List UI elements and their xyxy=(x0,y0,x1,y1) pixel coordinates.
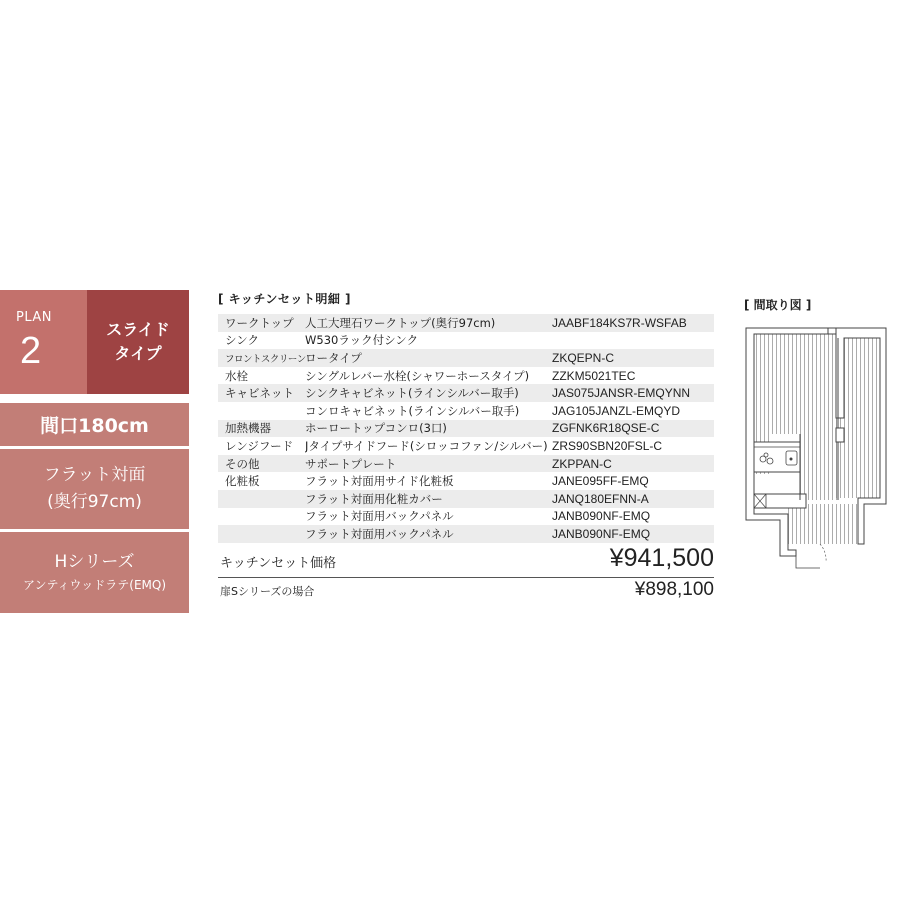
row-name: サポートプレート xyxy=(305,456,397,471)
table-row xyxy=(218,508,714,526)
series-name: Hシリーズ xyxy=(54,552,135,572)
row-name: シンクキャビネット(ラインシルバー取手) xyxy=(305,386,519,401)
row-code: ZGFNK6R18QSE-C xyxy=(552,421,660,436)
spec-title: [ キッチンセット明細 ] xyxy=(218,292,351,306)
row-category: 化粧板 xyxy=(225,474,260,489)
row-code: JANE095FF-EMQ xyxy=(552,474,649,489)
row-code: ZKQEPN-C xyxy=(552,350,615,365)
row-category: ワークトップ xyxy=(225,315,294,330)
row-category: その他 xyxy=(225,456,260,471)
set-price-row xyxy=(218,546,714,578)
series-box xyxy=(0,532,189,613)
series-color: アンティウッドラテ(EMQ) xyxy=(22,578,167,592)
row-code: JAABF184KS7R-WSFAB xyxy=(552,315,687,330)
plan-label: PLAN xyxy=(16,310,52,325)
row-name: フラット対面用サイド化粧板 xyxy=(305,474,454,489)
row-name: Jタイプサイドフード(シロッコファン/シルバー) xyxy=(305,438,548,453)
table-row xyxy=(218,472,714,490)
table-row xyxy=(218,402,714,420)
row-code: ZZKM5021TEC xyxy=(552,368,636,383)
table-row xyxy=(218,455,714,473)
row-code: JANB090NF-EMQ xyxy=(552,526,651,541)
set-price-value: ¥941,500 xyxy=(609,544,714,572)
table-row xyxy=(218,314,714,332)
floorplan-drawing xyxy=(740,318,900,578)
row-name: シングルレバー水栓(シャワーホースタイプ) xyxy=(305,368,530,383)
row-category: フロントスクリーン xyxy=(225,353,306,365)
spec-table xyxy=(218,314,714,543)
alt-price-row xyxy=(218,580,714,602)
row-category: キャビネット xyxy=(225,386,294,401)
alt-price-value: ¥898,100 xyxy=(634,579,714,600)
type-line-1: スライド xyxy=(106,320,170,339)
table-row xyxy=(218,332,714,350)
row-code: ZKPPAN-C xyxy=(552,456,612,471)
row-name: フラット対面用化粧カバー xyxy=(305,491,443,506)
width-label: 間口180cm xyxy=(40,415,149,437)
set-price-label: キッチンセット価格 xyxy=(220,556,337,571)
table-row xyxy=(218,490,714,508)
row-category: 水栓 xyxy=(225,368,248,383)
row-category: レンジフード xyxy=(225,438,294,453)
row-code: JAS075JANSR-EMQYNN xyxy=(552,386,691,401)
type-line-2: タイプ xyxy=(114,344,162,363)
width-box xyxy=(0,403,189,446)
alt-price-label: 扉Sシリーズの場合 xyxy=(220,585,315,598)
table-row xyxy=(218,367,714,385)
row-name: コンロキャビネット(ラインシルバー取手) xyxy=(305,403,520,418)
table-row xyxy=(218,420,714,438)
plan-type-box xyxy=(87,290,189,394)
row-code: JANQ180EFNN-A xyxy=(552,491,649,506)
row-code: JAG105JANZL-EMQYD xyxy=(552,403,681,418)
plan-number-box xyxy=(0,290,87,394)
table-row xyxy=(218,349,714,367)
layout-box xyxy=(0,449,189,529)
layout-line-2: (奥行97cm) xyxy=(47,492,142,512)
table-row xyxy=(218,525,714,543)
table-row xyxy=(218,384,714,402)
row-name: フラット対面用バックパネル xyxy=(305,509,454,524)
row-name: 人工大理石ワークトップ(奥行97cm) xyxy=(305,315,496,330)
layout-line-1: フラット対面 xyxy=(43,465,146,485)
row-code: ZRS90SBN20FSL-C xyxy=(552,438,663,453)
floorplan-title: [ 間取り図 ] xyxy=(744,298,812,312)
row-name: ロータイプ xyxy=(305,350,362,365)
row-category: シンク xyxy=(225,333,259,348)
plan-number: 2 xyxy=(20,330,42,372)
row-category: 加熱機器 xyxy=(225,421,271,436)
row-name: フラット対面用バックパネル xyxy=(305,526,454,541)
table-row xyxy=(218,437,714,455)
row-name: ホーロートップコンロ(3口) xyxy=(305,421,447,436)
row-name: W530ラック付シンク xyxy=(305,333,419,348)
row-code: JANB090NF-EMQ xyxy=(552,509,651,524)
